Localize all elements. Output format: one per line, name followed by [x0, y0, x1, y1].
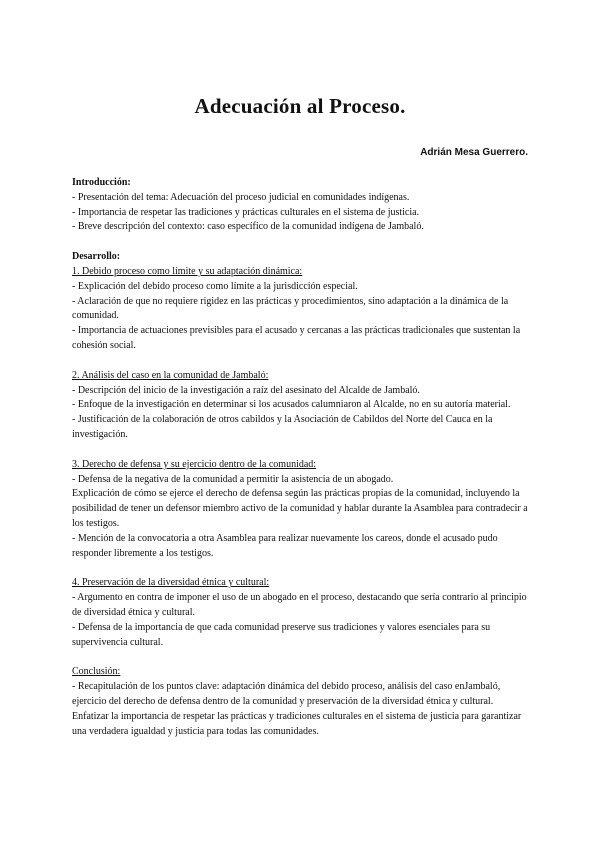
section-line: - Enfoque de la investigación en determinar si los acusados calumniaron al Alcalde, no en su autoría material. — [72, 399, 511, 411]
document-body — [72, 176, 532, 739]
section-line: - Justificación de la colaboración de otros cabildos y la Asociación de Cabildos del Norte del Cauca en la investigación. — [72, 414, 493, 440]
section-heading: 3. Derecho de defensa y su ejercicio dentro de la comunidad: — [72, 458, 317, 470]
section-heading: 4. Preservación de la diversidad étnica y cultural: — [72, 577, 270, 589]
conclusion-line: Enfatizar la importancia de respetar las prácticas y tradiciones culturales en el sistema de justicia para garantizar una verdadera igualdad y justicia para todas las comunidades. — [72, 710, 522, 737]
spacer — [72, 235, 532, 250]
section-heading: 1. Debido proceso como límite y su adaptación dinámica: — [72, 265, 303, 277]
conclusion-heading: Conclusión: — [72, 666, 121, 678]
section-line: Explicación de cómo se ejerce el derecho de defensa según las prácticas propias de la comunidad, incluyendo la posibilidad de tener un defensor miembro activo de la comunidad y hablar durante la Asamblea para contradecir a los testigos. — [72, 488, 528, 529]
development-heading: Desarrollo: — [72, 251, 121, 263]
section-line: - Argumento en contra de imponer el uso de un abogado en el proceso, destacando que sería contrario al principio de diversidad étnica y cultural. — [72, 592, 527, 618]
section-line: - Mención de la convocatoria a otra Asamblea para realizar nuevamente los careos, donde el acusado pudo responder libremente a los testigos. — [72, 532, 498, 559]
introduction-line: - Importancia de respetar las tradiciones y prácticas culturales en el sistema de justicia. — [72, 206, 420, 218]
introduction-line: - Breve descripción del contexto: caso específico de la comunidad indígena de Jambaló. — [72, 221, 424, 233]
section-line: - Importancia de actuaciones previsibles para el acusado y cercanas a las prácticas tradicionales que sustentan la cohesión social. — [72, 325, 521, 351]
section-line: - Defensa de la negativa de la comunidad a permitir la asistencia de un abogado. — [72, 473, 394, 485]
section-line: - Defensa de la importancia de que cada comunidad preserve sus tradiciones y valores esenciales para su supervivencia cultural. — [72, 621, 491, 648]
introduction-line: - Presentación del tema: Adecuación del proceso judicial en comunidades indígenas. — [72, 191, 410, 203]
section-heading: 2. Análisis del caso en la comunidad de Jambaló: — [72, 369, 269, 381]
author-name: Adrián Mesa Guerrero. — [420, 147, 528, 158]
section-line: - Aclaración de que no requiere rigidez en las prácticas y procedimientos, sino adaptación a la dinámica de la comunidad. — [72, 295, 509, 322]
spacer — [72, 650, 532, 665]
spacer — [72, 354, 532, 369]
document-title: Adecuación al Proceso. — [194, 94, 406, 118]
spacer — [72, 561, 532, 576]
section-line: - Descripción del inicio de la investigación a raíz del asesinato del Alcalde de Jambaló. — [72, 384, 420, 396]
section-line: - Explicación del debido proceso como límite a la jurisdicción especial. — [72, 280, 358, 292]
conclusion-line: - Recapitulación de los puntos clave: adaptación dinámica del debido proceso, análisis del caso enJambaló, ejercicio del derecho de defensa dentro de la comunidad y preservación de la diversidad étnica y cultural. — [72, 681, 501, 707]
introduction-heading: Introducción: — [72, 177, 131, 188]
spacer — [72, 443, 532, 458]
